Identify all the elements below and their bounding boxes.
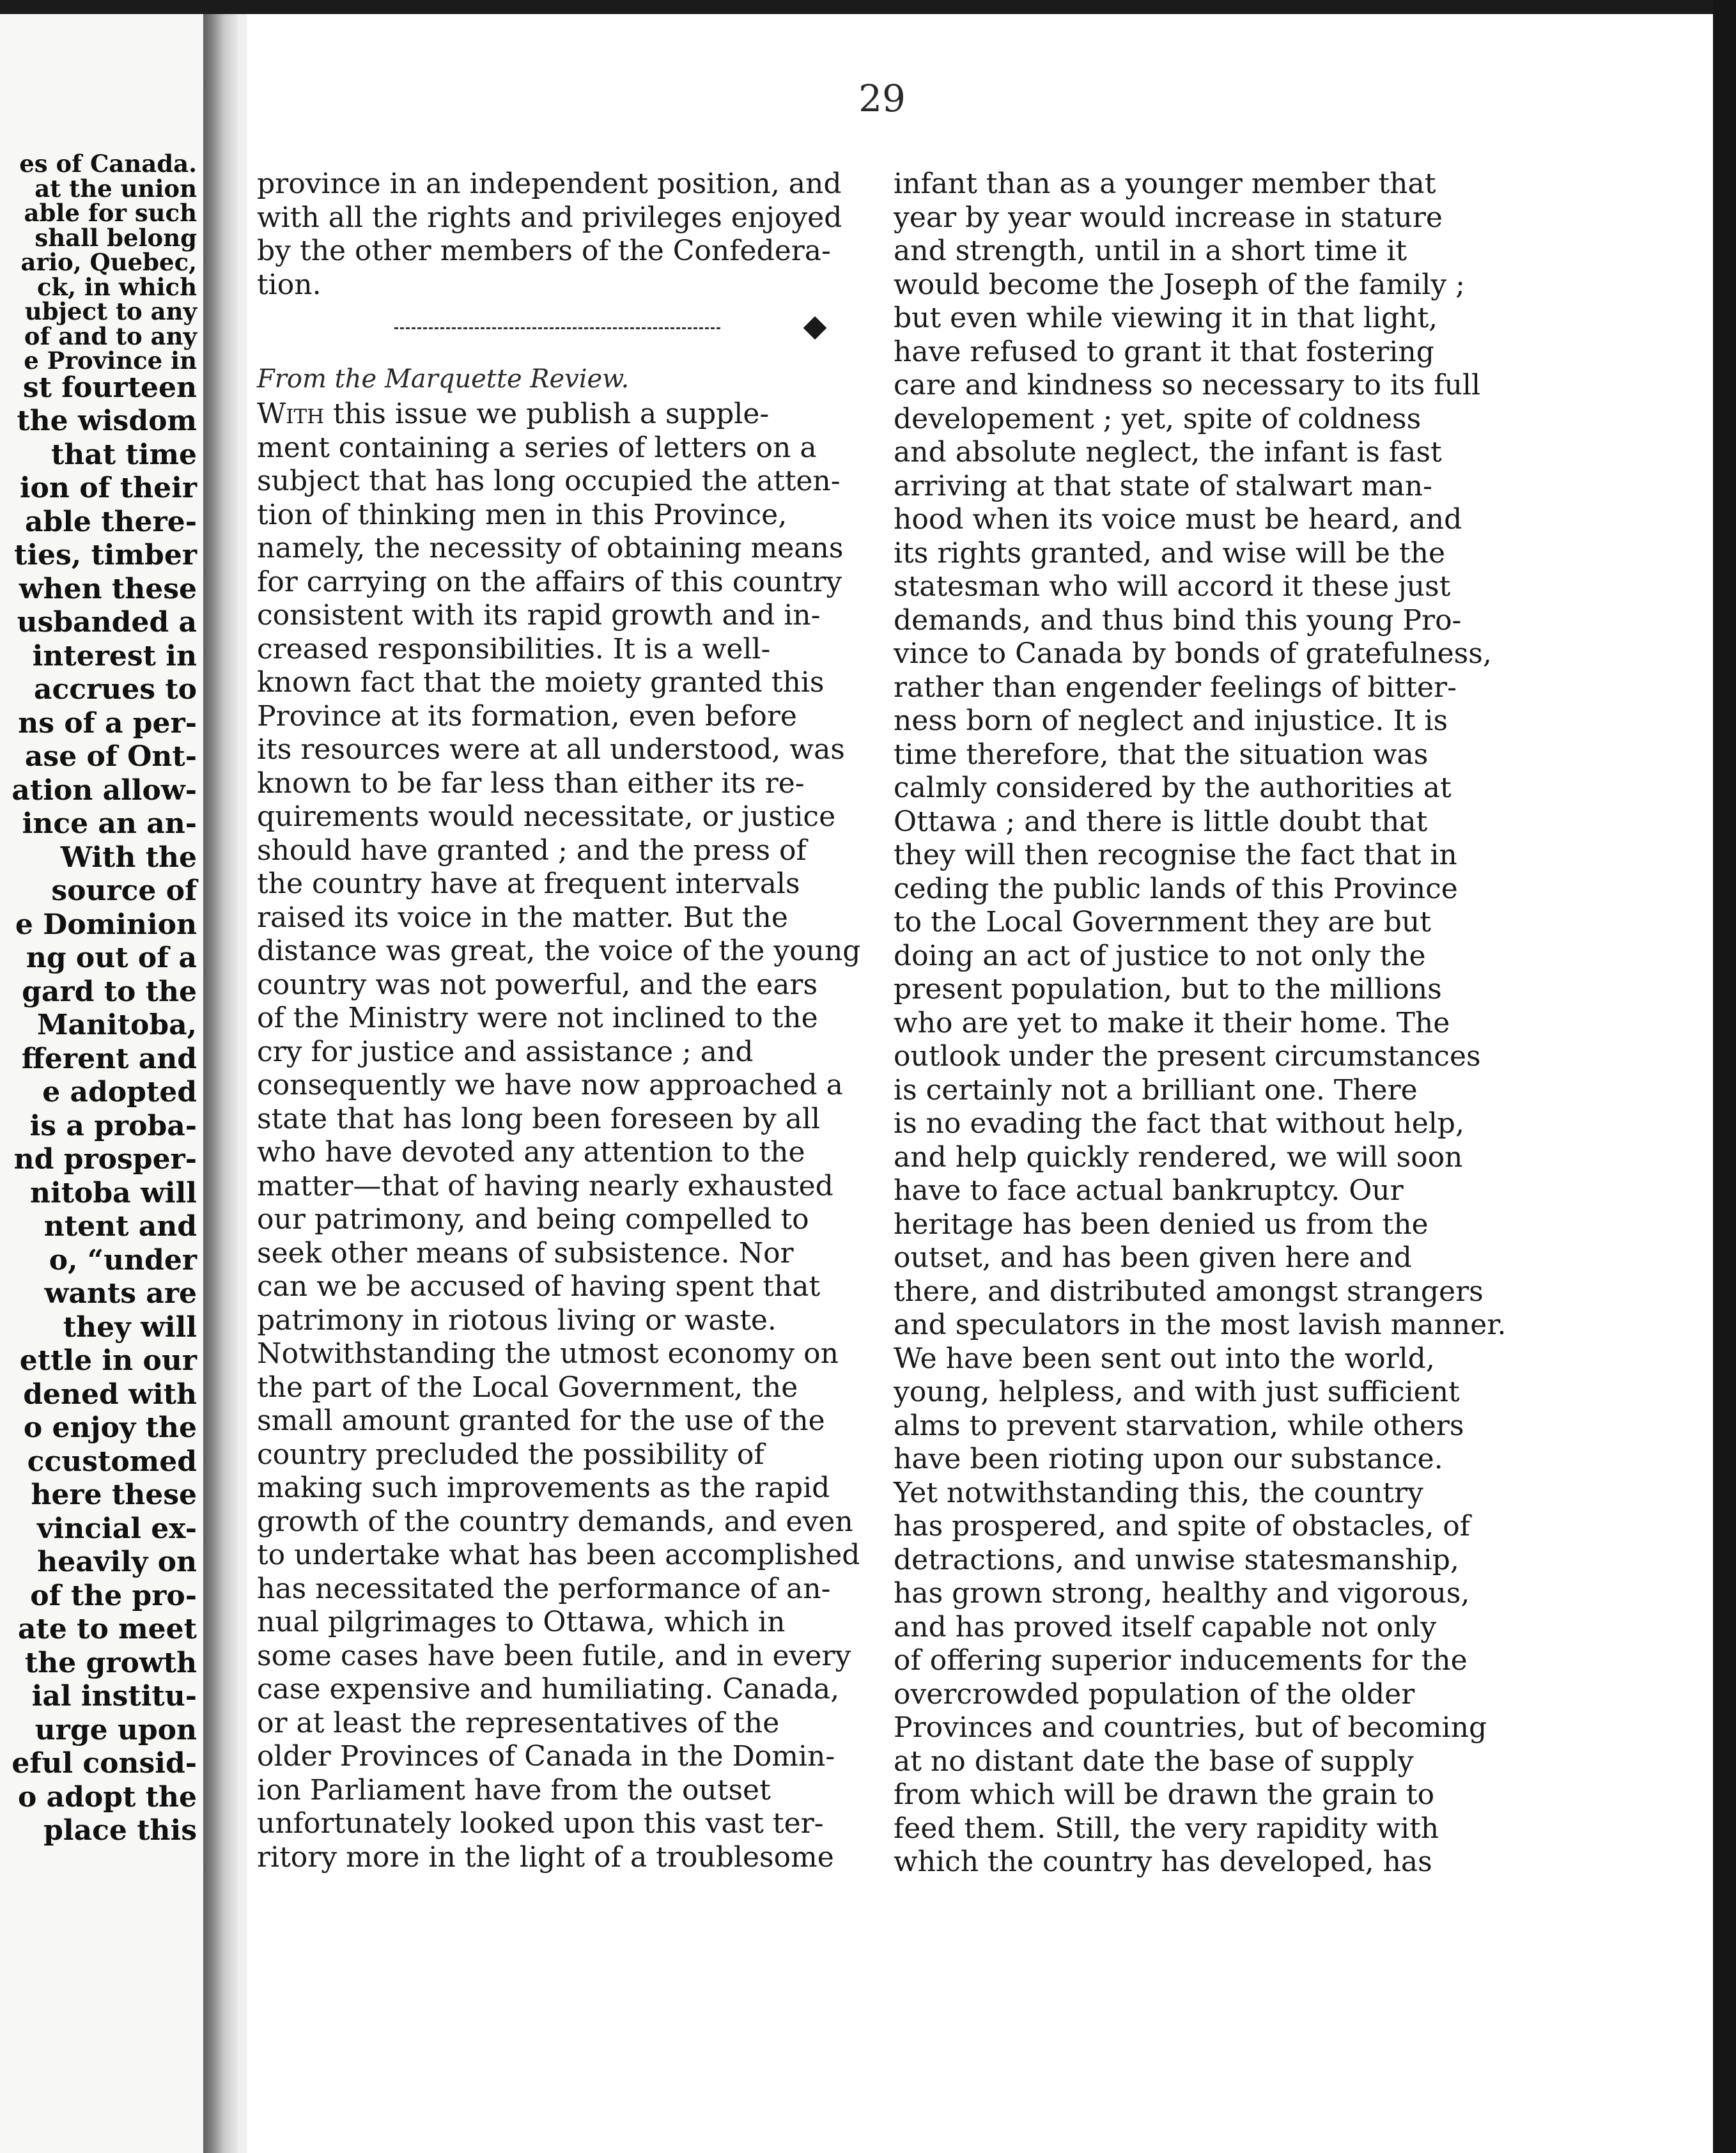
- text-line: care and kindness so necessary to its full: [894, 369, 1481, 401]
- text-line: arriving at that state of stalwart man-: [894, 469, 1432, 502]
- text-line: and help quickly rendered, we will soon: [894, 1140, 1463, 1174]
- text-line: they will then recognise the fact that in: [894, 839, 1457, 871]
- text-line: the country have at frequent intervals: [257, 867, 800, 900]
- binding-gutter: [203, 14, 238, 2153]
- text-line: known fact that the moiety granted this: [257, 666, 825, 699]
- text-line: year by year would increase in stature: [894, 201, 1443, 234]
- text-line: and has proved itself capable not only: [894, 1610, 1437, 1644]
- text-line: developement ; yet, spite of coldness: [894, 402, 1422, 435]
- text-line: to undertake what has been accomplished: [257, 1539, 860, 1571]
- fragment-line: nd prosper-: [13, 1143, 197, 1176]
- fragment-line: ial institu-: [31, 1680, 197, 1713]
- fragment-line: ase of Ont-: [24, 740, 197, 773]
- article-body: [257, 398, 871, 1874]
- column-left: [257, 167, 871, 1874]
- fragment-line: e Dominion: [15, 908, 197, 941]
- fragment-line: shall belong: [35, 223, 197, 252]
- text-line: alms to prevent starvation, while others: [894, 1409, 1464, 1442]
- text-line: outlook under the present circumstances: [894, 1040, 1481, 1073]
- text-line: ceding the public lands of this Province: [894, 872, 1458, 905]
- fragment-line: eful consid-: [12, 1747, 197, 1780]
- text-line: seek other means of subsistence. Nor: [257, 1236, 794, 1270]
- text-line: state that has long been foreseen by all: [257, 1102, 821, 1135]
- fragment-line: ation allow-: [12, 773, 197, 807]
- text-line: is certainly not a brilliant one. There: [894, 1073, 1418, 1107]
- text-line: ment containing a series of letters on a: [257, 431, 817, 464]
- divider-rule: [394, 327, 720, 331]
- text-line: would become the Joseph of the family ;: [894, 268, 1465, 301]
- fragment-line: interest in: [32, 639, 197, 672]
- text-line: has necessitated the performance of an-: [257, 1572, 831, 1605]
- fragment-line: they will: [63, 1310, 197, 1344]
- text-line: its resources were at all understood, was: [257, 733, 845, 766]
- page-number: 29: [858, 77, 906, 120]
- text-line: matter—that of having nearly exhausted: [257, 1169, 833, 1202]
- text-line: Notwithstanding the utmost economy on: [257, 1337, 839, 1370]
- fragment-line: of and to any: [24, 322, 197, 350]
- text-line: feed them. Still, the very rapidity with: [894, 1812, 1439, 1845]
- fragment-line: dened with: [23, 1378, 197, 1411]
- text-line: for carrying on the affairs of this country: [257, 565, 842, 598]
- fragment-line: at the union: [35, 174, 197, 203]
- previous-page-fragment: [0, 14, 203, 2153]
- text-line: tion.: [257, 268, 322, 301]
- fragment-line: ince an an-: [22, 807, 197, 840]
- page-edge: [238, 14, 247, 2153]
- text-line: growth of the country demands, and even: [257, 1505, 853, 1538]
- fragment-line: ck, in which: [36, 272, 197, 301]
- text-line: quirements would necessitate, or justice: [257, 800, 836, 833]
- fragment-line: ubject to any: [24, 297, 197, 325]
- text-line: consequently we have now approached a: [257, 1069, 843, 1101]
- text-line: subject that has long occupied the atten-: [257, 465, 841, 497]
- text-line: Provinces and countries, but of becoming: [894, 1711, 1487, 1744]
- text-line: who are yet to make it their home. The: [894, 1006, 1450, 1039]
- section-divider: [257, 302, 871, 361]
- text-line: there, and distributed amongst strangers: [894, 1275, 1484, 1308]
- fragment-line: able for such: [24, 199, 197, 227]
- text-fragment: this issue we publish a supple-: [324, 398, 770, 430]
- text-line: known to be far less than either its re-: [257, 766, 805, 800]
- text-line: have refused to grant it that fostering: [894, 335, 1434, 368]
- text-line: namely, the necessity of obtaining means: [257, 532, 844, 564]
- text-line: cry for justice and assistance ; and: [257, 1035, 754, 1068]
- source-attribution: From the Marquette Review.: [257, 364, 630, 394]
- article-body-continued: [894, 167, 1507, 1879]
- text-line: our patrimony, and being compelled to: [257, 1203, 809, 1236]
- text-line: have to face actual bankruptcy. Our: [894, 1174, 1404, 1207]
- text-line: consistent with its rapid growth and in-: [257, 599, 821, 632]
- text-line: creased responsibilities. It is a well-: [257, 632, 771, 665]
- fragment-line: ntent and: [43, 1210, 197, 1243]
- text-line: nual pilgrimages to Ottawa, which in: [257, 1606, 786, 1638]
- text-line: is no evading the fact that without help,: [894, 1107, 1464, 1140]
- text-line: with all the rights and privileges enjoyed: [257, 201, 842, 234]
- text-line: has prospered, and spite of obstacles, of: [894, 1510, 1471, 1543]
- text-line: have been rioting upon our substance.: [894, 1443, 1443, 1475]
- fragment-line: place this: [43, 1814, 197, 1847]
- text-line: and strength, until in a short time it: [894, 235, 1407, 267]
- text-line: Province at its formation, even before: [257, 699, 797, 733]
- text-line: ion Parliament have from the outset: [257, 1773, 771, 1807]
- text-line: at no distant date the base of supply: [894, 1745, 1414, 1778]
- fragment-line: accrues to: [33, 673, 197, 706]
- text-line: overcrowded population of the older: [894, 1677, 1415, 1711]
- text-line: hood when its voice must be heard, and: [894, 503, 1462, 536]
- fragment-line: e adopted: [42, 1076, 197, 1108]
- text-line: case expensive and humiliating. Canada,: [257, 1673, 840, 1706]
- text-line: tion of thinking men in this Province,: [257, 498, 787, 531]
- text-line: of offering superior inducements for the: [894, 1644, 1468, 1677]
- scan-border-top: [0, 0, 1736, 14]
- text-line: vince to Canada by bonds of gratefulness,: [894, 637, 1492, 670]
- divider-ornament: [803, 316, 827, 340]
- text-line: heritage has been denied us from the: [894, 1208, 1429, 1241]
- fragment-line: able there-: [24, 505, 197, 538]
- text-line: older Provinces of Canada in the Domin-: [257, 1740, 835, 1773]
- text-line: of the Ministry were not inclined to the: [257, 1002, 818, 1034]
- text-line: time therefore, that the situation was: [894, 738, 1429, 771]
- text-line: ness born of neglect and injustice. It is: [894, 704, 1448, 737]
- fragment-line: gard to the: [22, 975, 197, 1008]
- text-line: ritory more in the light of a troublesome: [257, 1840, 834, 1874]
- fragment-line: usbanded a: [17, 606, 197, 639]
- fragment-line: ng out of a: [26, 942, 197, 974]
- text-line: infant than as a younger member that: [894, 167, 1436, 200]
- fragment-line: when these: [19, 572, 197, 605]
- fragment-line: o enjoy the: [23, 1411, 197, 1444]
- text-line: [257, 398, 871, 431]
- fragment-line: o, “under: [49, 1243, 197, 1277]
- text-line: making such improvements as the rapid: [257, 1472, 830, 1504]
- fragment-line: ties, timber: [14, 539, 197, 571]
- opening-word: With: [257, 398, 325, 430]
- fragment-line: of the pro-: [30, 1579, 197, 1612]
- text-line: or at least the representatives of the: [257, 1706, 780, 1739]
- text-line: unfortunately looked upon this vast ter-: [257, 1807, 824, 1840]
- fragment-line: With the: [60, 841, 197, 874]
- text-line: and absolute neglect, the infant is fast: [894, 436, 1442, 469]
- text-line: rather than engender feelings of bitter-: [894, 671, 1457, 704]
- text-line: some cases have been futile, and in every: [257, 1639, 851, 1672]
- fragment-line: is a proba-: [29, 1109, 197, 1142]
- fragment-line: here these: [31, 1479, 197, 1511]
- text-line: Ottawa ; and there is little doubt that: [894, 805, 1428, 838]
- text-line: should have granted ; and the press of: [257, 834, 807, 867]
- text-line: statesman who will accord it these just: [894, 570, 1451, 603]
- article-intro-end: [257, 167, 871, 302]
- text-line: calmly considered by the authorities at: [894, 772, 1452, 804]
- fragment-line: ns of a per-: [18, 706, 197, 740]
- fragment-line: fferent and: [21, 1042, 197, 1075]
- text-line: Yet notwithstanding this, the country: [894, 1476, 1423, 1509]
- text-line: raised its voice in the matter. But the: [257, 901, 788, 934]
- text-line: outset, and has been given here and: [894, 1241, 1412, 1274]
- text-line: the part of the Local Government, the: [257, 1371, 798, 1404]
- text-line: who have devoted any attention to the: [257, 1136, 805, 1169]
- fragment-line: ccustomed: [27, 1445, 197, 1478]
- fragment-line: that time: [50, 438, 197, 471]
- fragment-line: the growth: [24, 1646, 197, 1679]
- text-line: its rights granted, and wise will be the: [894, 536, 1445, 570]
- fragment-line: Manitoba,: [36, 1009, 197, 1041]
- scan-border-right: [1713, 0, 1736, 2153]
- fragment-line: ion of their: [19, 472, 197, 504]
- text-line: detractions, and unwise statesmanship,: [894, 1543, 1459, 1576]
- fragment-line: e Province in: [24, 346, 197, 375]
- text-line: to the Local Government they are but: [894, 906, 1431, 938]
- text-line: by the other members of the Confedera-: [257, 235, 831, 267]
- text-line: We have been sent out into the world,: [894, 1342, 1435, 1375]
- fragment-line: heavily on: [37, 1546, 197, 1578]
- text-line: can we be accused of having spent that: [257, 1270, 821, 1303]
- fragment-line: ate to meet: [17, 1613, 197, 1645]
- column-right: [894, 167, 1507, 1879]
- fragment-line: o adopt the: [17, 1780, 197, 1814]
- fragment-line: urge upon: [35, 1713, 197, 1746]
- text-line: young, helpless, and with just sufficient: [894, 1376, 1460, 1408]
- text-line: patrimony in riotous living or waste.: [257, 1303, 777, 1337]
- text-line: from which will be drawn the grain to: [894, 1778, 1435, 1811]
- text-line: present population, but to the millions: [894, 973, 1442, 1006]
- text-line: country was not powerful, and the ears: [257, 968, 818, 1001]
- text-line: doing an act of justice to not only the: [894, 939, 1426, 972]
- text-line: country precluded the possibility of: [257, 1438, 764, 1471]
- text-line: province in an independent position, and: [257, 167, 842, 200]
- fragment-line: st fourteen: [22, 371, 197, 404]
- text-line: and speculators in the most lavish manner.: [894, 1309, 1507, 1341]
- fragment-line: source of: [51, 874, 197, 907]
- fragment-line: vincial ex-: [36, 1512, 197, 1545]
- text-line: has grown strong, healthy and vigorous,: [894, 1577, 1470, 1610]
- text-line: but even while viewing it in that light,: [894, 302, 1438, 334]
- fragment-line: wants are: [44, 1277, 197, 1310]
- fragment-line: ario, Quebec,: [20, 248, 197, 276]
- text-line: demands, and thus bind this young Pro-: [894, 603, 1462, 637]
- previous-page-text: [0, 152, 197, 1851]
- fragment-line: nitoba will: [30, 1176, 197, 1209]
- text-line: small amount granted for the use of the: [257, 1404, 825, 1437]
- text-line: distance was great, the voice of the young: [257, 935, 861, 967]
- fragment-line: es of Canada.: [19, 150, 197, 178]
- text-line: which the country has developed, has: [894, 1846, 1432, 1878]
- fragment-line: ettle in our: [19, 1344, 197, 1377]
- fragment-line: the wisdom: [17, 405, 197, 437]
